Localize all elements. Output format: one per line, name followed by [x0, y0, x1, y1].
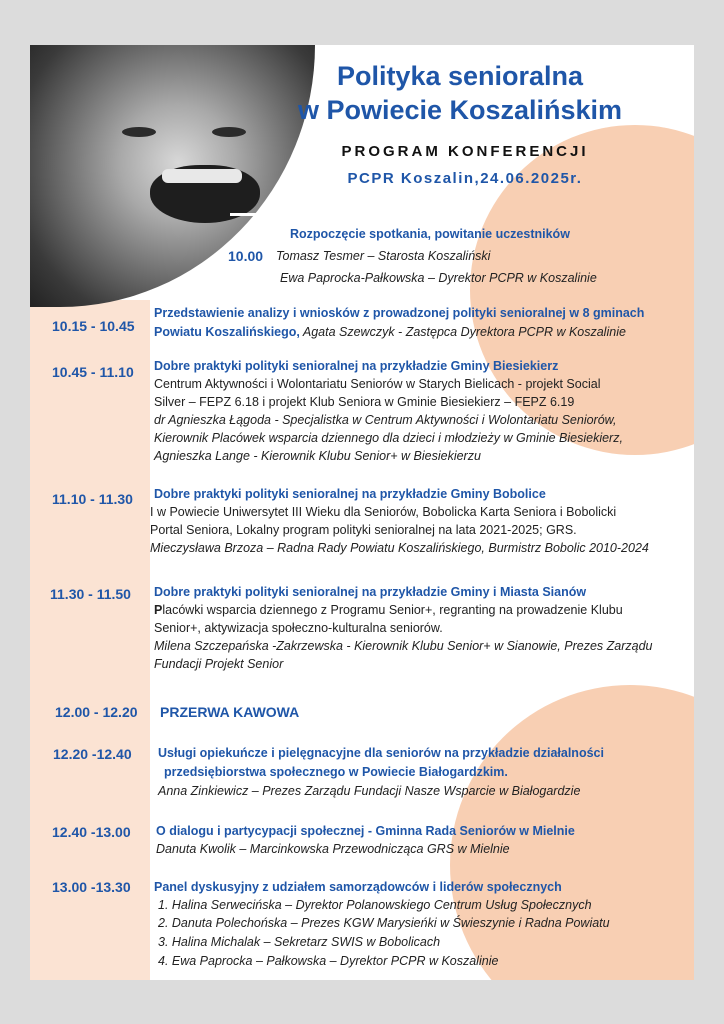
s5-line-3: Milena Szczepańska -Zakrzewska - Kierownik Klubu Senior+ w Sianowie, Prezes Zarządu — [154, 639, 653, 653]
s6-time: 12.00 - 12.20 — [55, 704, 138, 720]
s1-line-1: Tomasz Tesmer – Starosta Koszaliński — [276, 249, 491, 263]
s3-line-3: dr Agnieszka Łągoda - Specjalistka w Centrum Aktywności i Wolontariatu Seniorów, — [154, 413, 617, 427]
s9-item-1: 1. Halina Serwecińska – Dyrektor Polanowskiego Centrum Usług Społecznych — [158, 898, 592, 912]
s5-line-1-initial: P — [154, 603, 163, 617]
photo-eye-right — [212, 127, 246, 137]
s5-line-4: Fundacji Projekt Senior — [154, 657, 284, 671]
s2-speaker: Agata Szewczyk - Zastępca Dyrektora PCPR w Koszalinie — [299, 325, 626, 339]
s1-line-2: Ewa Paprocka-Pałkowska – Dyrektor PCPR w Koszalinie — [280, 271, 597, 285]
subtitle: PROGRAM KONFERENCJI — [341, 143, 589, 160]
s7-line-1: Anna Zinkiewicz – Prezes Zarządu Fundacji Nasze Wsparcie w Białogardzie — [158, 784, 581, 798]
s3-line-1: Centrum Aktywności i Wolontariatu Seniorów w Starych Bielicach - projekt Social — [154, 377, 601, 391]
s9-item-2: 2. Danuta Polechońska – Prezes KGW Marysieńki w Świeszynie i Radna Powiatu — [158, 916, 610, 930]
s9-time: 13.00 -13.30 — [52, 879, 131, 895]
s4-time: 11.10 - 11.30 — [52, 491, 133, 507]
s8-time: 12.40 -13.00 — [52, 824, 131, 840]
s9-title: Panel dyskusyjny z udziałem samorządowców i liderów społecznych — [154, 880, 562, 894]
s4-line-1: I w Powiecie Uniwersytet III Wieku dla Seniorów, Bobolicka Karta Seniora i Bobolicki — [150, 505, 617, 519]
s5-line-1-rest: lacówki wsparcia dziennego z Programu Senior+, regranting na prowadzenie Klubu — [162, 603, 623, 617]
s2-time: 10.15 - 10.45 — [52, 318, 135, 334]
s9-item-3: 3. Halina Michalak – Sekretarz SWIS w Bobolicach — [158, 935, 441, 949]
s4-line-2: Portal Seniora, Lokalny program polityki senioralnej na lata 2021-2025; GRS. — [150, 523, 577, 537]
peach-background-strip — [30, 300, 150, 980]
title-line-2: w Powiecie Koszalińskim — [297, 95, 623, 125]
s6-title: PRZERWA KAWOWA — [160, 704, 300, 720]
s2-line-2 — [154, 323, 626, 341]
s3-time: 10.45 - 11.10 — [52, 364, 134, 380]
s3-title: Dobre praktyki polityki senioralnej na przykładzie Gminy Biesiekierz — [154, 359, 559, 373]
s5-line-2: Senior+, aktywizacja społeczno-kulturalna seniorów. — [154, 621, 443, 635]
s7-time: 12.20 -12.40 — [53, 746, 132, 762]
s5-title: Dobre praktyki polityki senioralnej na przykładzie Gminy i Miasta Sianów — [154, 585, 587, 599]
s3-line-5: Agnieszka Lange - Kierownik Klubu Senior+ w Biesiekierzu — [154, 449, 481, 463]
s9-item-4: 4. Ewa Paprocka – Pałkowska – Dyrektor PCPR w Koszalinie — [158, 954, 499, 968]
s8-line-1: Danuta Kwolik – Marcinkowska Przewodnicząca GRS w Mielnie — [156, 842, 510, 856]
s2-title: Przedstawienie analizy i wniosków z prowadzonej polityki senioralnej w 8 gminach — [154, 306, 645, 320]
s4-line-3: Mieczysława Brzoza – Radna Rady Powiatu Koszalińskiego, Burmistrz Bobolic 2010-2024 — [150, 541, 649, 555]
place-date: PCPR Koszalin,24.06.2025r. — [347, 170, 583, 187]
s3-line-2: Silver – FEPZ 6.18 i projekt Klub Seniora w Gminie Biesiekierz – FEPZ 6.19 — [154, 395, 575, 409]
s7-title: Usługi opiekuńcze i pielęgnacyjne dla seniorów na przykładzie działalności — [158, 746, 604, 760]
divider-line — [230, 213, 300, 216]
s4-title: Dobre praktyki polityki senioralnej na przykładzie Gminy Bobolice — [154, 487, 546, 501]
s8-title: O dialogu i partycypacji społecznej - Gminna Rada Seniorów w Mielnie — [156, 824, 575, 838]
s1-time: 10.00 — [228, 248, 264, 264]
title-line-1: Polityka senioralna — [336, 61, 584, 91]
s2-title-2: Powiatu Koszalińskiego, — [154, 325, 300, 339]
s5-time: 11.30 - 11.50 — [50, 586, 131, 602]
photo-eye-left — [122, 127, 156, 137]
s5-line-1 — [154, 602, 623, 619]
s1-title: Rozpoczęcie spotkania, powitanie uczestników — [290, 227, 570, 241]
photo-teeth — [162, 169, 242, 183]
s3-line-4: Kierownik Placówek wsparcia dziennego dla dzieci i młodzieży w Gminie Biesiekierz, — [154, 431, 623, 445]
s7-title-2: przedsiębiorstwa społecznego w Powiecie Białogardzkim. — [164, 765, 508, 779]
